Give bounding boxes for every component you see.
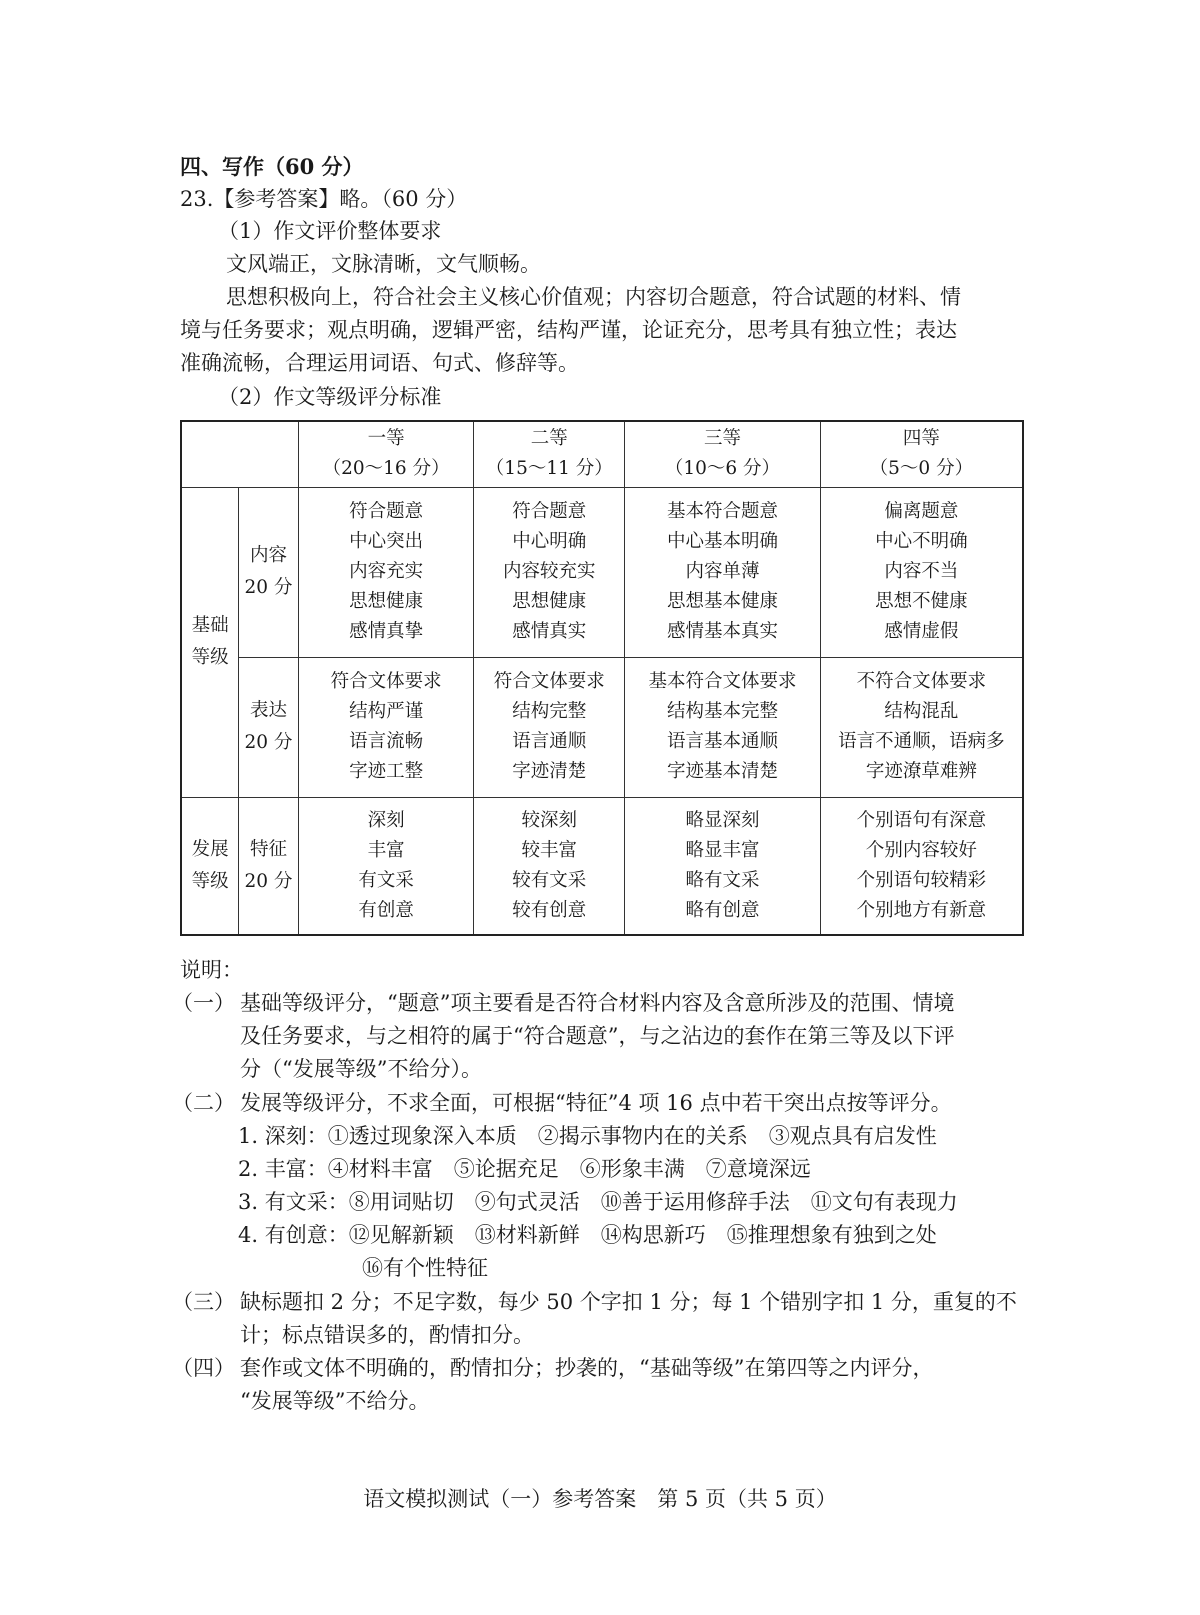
requirement-line: 文风端正，文脉清晰，文气顺畅。 xyxy=(226,252,541,276)
content-label: 内容 20 分 xyxy=(239,487,299,657)
feature-cell: 略显深刻 略显丰富 略有文采 略有创意 xyxy=(625,797,821,935)
section-heading: 四、写作（60 分） xyxy=(180,154,364,179)
note-2-item: 4. 有创意：⑫见解新颖 ⑬材料新鲜 ⑭构思新巧 ⑮推理想象有独到之处 xyxy=(238,1223,937,1247)
feature-cell: 较深刻 较丰富 较有文采 较有创意 xyxy=(474,797,625,935)
feature-label: 特征 20 分 xyxy=(239,797,299,935)
corner-cell xyxy=(181,421,298,487)
grade-header-cell: 一等 （20～16 分） xyxy=(298,421,474,487)
sub2-heading: （2）作文等级评分标准 xyxy=(218,385,442,409)
note-2-item: 1. 深刻：①透过现象深入本质 ②揭示事物内在的关系 ③观点具有启发性 xyxy=(238,1124,937,1148)
note-1-line: 分（“发展等级”不给分）。 xyxy=(240,1057,482,1081)
grading-table xyxy=(180,420,1024,936)
expression-row xyxy=(181,657,1023,797)
feature-cell: 深刻 丰富 有文采 有创意 xyxy=(298,797,474,935)
grade-header-cell: 三等 （10～6 分） xyxy=(625,421,821,487)
notes-title: 说明： xyxy=(180,958,243,982)
content-cell: 符合题意 中心突出 内容充实 思想健康 感情真挚 xyxy=(298,487,474,657)
answer-line: 23.【参考答案】略。（60 分） xyxy=(180,187,468,211)
note-1-line: 基础等级评分，“题意”项主要看是否符合材料内容及含意所涉及的范围、情境 xyxy=(240,991,955,1015)
note-3-label: （三） xyxy=(172,1290,235,1314)
note-2-item: 3. 有文采：⑧用词贴切 ⑨句式灵活 ⑩善于运用修辞手法 ⑪文句有表现力 xyxy=(238,1190,958,1214)
expression-label: 表达 20 分 xyxy=(239,657,299,797)
note-1-line: 及任务要求，与之相符的属于“符合题意”，与之沾边的套作在第三等及以下评 xyxy=(240,1024,955,1048)
grade-header-cell: 二等 （15～11 分） xyxy=(474,421,625,487)
expression-cell: 符合文体要求 结构严谨 语言流畅 字迹工整 xyxy=(298,657,474,797)
note-4-line: “发展等级”不给分。 xyxy=(240,1389,430,1413)
requirement-para-line: 准确流畅，合理运用词语、句式、修辞等。 xyxy=(180,351,579,375)
feature-cell: 个别语句有深意 个别内容较好 个别语句较精彩 个别地方有新意 xyxy=(820,797,1023,935)
content-cell: 基本符合题意 中心基本明确 内容单薄 思想基本健康 感情基本真实 xyxy=(625,487,821,657)
note-2-item: 2. 丰富：④材料丰富 ⑤论据充足 ⑥形象丰满 ⑦意境深远 xyxy=(238,1157,811,1181)
expression-cell: 基本符合文体要求 结构基本完整 语言基本通顺 字迹基本清楚 xyxy=(625,657,821,797)
note-2-label: （二） xyxy=(172,1091,235,1115)
feature-row xyxy=(181,797,1023,935)
basic-level-label: 基础 等级 xyxy=(181,487,239,797)
page-footer: 语文模拟测试（一）参考答案 第 5 页（共 5 页） xyxy=(363,1487,837,1511)
note-1-label: （一） xyxy=(172,991,235,1015)
content-row xyxy=(181,487,1023,657)
requirement-para-line: 境与任务要求；观点明确，逻辑严密，结构严谨，论证充分，思考具有独立性；表达 xyxy=(180,318,957,342)
content-cell: 符合题意 中心明确 内容较充实 思想健康 感情真实 xyxy=(474,487,625,657)
grade-header-cell: 四等 （5～0 分） xyxy=(820,421,1023,487)
note-2-line: 发展等级评分，不求全面，可根据“特征”4 项 16 点中若干突出点按等评分。 xyxy=(240,1091,952,1115)
note-4-label: （四） xyxy=(172,1356,235,1380)
requirement-para-line: 思想积极向上，符合社会主义核心价值观；内容切合题意，符合试题的材料、情 xyxy=(226,285,961,309)
note-3-line: 缺标题扣 2 分；不足字数，每少 50 个字扣 1 分；每 1 个错别字扣 1 分，重复的不 xyxy=(240,1290,1017,1314)
expression-cell: 不符合文体要求 结构混乱 语言不通顺，语病多 字迹潦草难辨 xyxy=(820,657,1023,797)
note-2-item-continued: ⑯有个性特征 xyxy=(362,1256,488,1280)
sub1-heading: （1）作文评价整体要求 xyxy=(218,219,442,243)
development-level-label: 发展 等级 xyxy=(181,797,239,935)
expression-cell: 符合文体要求 结构完整 语言通顺 字迹清楚 xyxy=(474,657,625,797)
grade-header-row xyxy=(181,421,1023,487)
note-3-line: 计；标点错误多的，酌情扣分。 xyxy=(240,1323,534,1347)
note-4-line: 套作或文体不明确的，酌情扣分；抄袭的，“基础等级”在第四等之内评分， xyxy=(240,1356,934,1380)
content-cell: 偏离题意 中心不明确 内容不当 思想不健康 感情虚假 xyxy=(820,487,1023,657)
